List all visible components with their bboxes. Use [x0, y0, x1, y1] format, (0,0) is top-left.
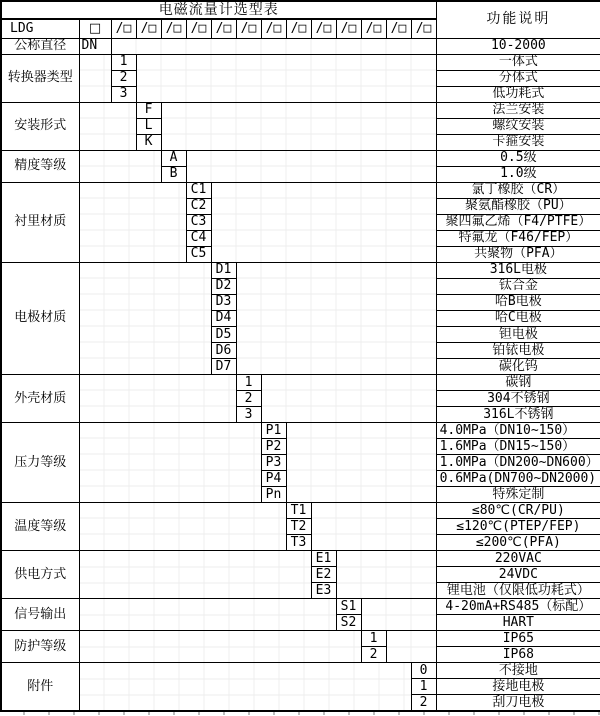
option-desc: 聚四氟乙烯（F4/PTFE） [436, 214, 600, 230]
option-desc: 钽电极 [436, 326, 600, 342]
option-row [1, 102, 600, 118]
option-code: 2 [236, 390, 261, 406]
option-code: C2 [186, 198, 211, 214]
group-label-temperature: 温度等级 [1, 502, 79, 550]
spacer-cell [79, 663, 411, 711]
option-code: P3 [261, 454, 286, 470]
option-code: C4 [186, 230, 211, 246]
option-desc: 接地电极 [436, 679, 600, 695]
spacer-cell [79, 502, 286, 550]
option-code: P2 [261, 438, 286, 454]
spacer-cell [161, 102, 436, 150]
option-code: E3 [311, 583, 336, 599]
spacer-cell [79, 262, 211, 374]
option-code: D5 [211, 326, 236, 342]
option-desc: 螺纹安装 [436, 118, 600, 134]
spacer-cell [79, 631, 361, 663]
spacer-cell [361, 599, 436, 631]
option-desc: 哈C电极 [436, 310, 600, 326]
option-desc: 锂电池（仅限低功耗式） [436, 583, 600, 599]
spacer-cell [79, 102, 136, 150]
option-code: E2 [311, 567, 336, 583]
option-row [1, 182, 600, 198]
page-title: 电磁流量计选型表 [1, 1, 436, 19]
option-desc: 聚氨酯橡胶（PU） [436, 198, 600, 214]
option-code: 2 [111, 70, 136, 86]
diameter-code: DN [79, 38, 111, 54]
option-desc: 220VAC [436, 551, 600, 567]
option-desc: ≤120℃(PTEP/FEP) [436, 519, 600, 535]
spacer-cell [79, 422, 261, 502]
option-desc: 共聚物（PFA） [436, 246, 600, 262]
option-desc: 氯丁橡胶（CR） [436, 182, 600, 198]
group-label-diameter: 公称直径 [1, 38, 79, 54]
option-desc: IP68 [436, 647, 600, 663]
group-label-power-supply: 供电方式 [1, 551, 79, 599]
slot-box-icon-1: /□ [111, 19, 136, 38]
spacer-cell [79, 182, 186, 262]
option-desc: 一体式 [436, 54, 600, 70]
spacer-cell [236, 262, 436, 374]
option-desc: 刮刀电极 [436, 695, 600, 711]
spacer-cell [79, 551, 311, 599]
option-code: A [161, 150, 186, 166]
option-code: T1 [286, 502, 311, 518]
option-row [1, 551, 600, 567]
base-code-box-icon: □ [79, 19, 111, 38]
option-desc: 特殊定制 [436, 486, 600, 502]
option-code: D4 [211, 310, 236, 326]
option-code: 1 [361, 631, 386, 647]
option-desc: 钛合金 [436, 278, 600, 294]
option-code: L [136, 118, 161, 134]
option-desc: 不接地 [436, 663, 600, 679]
option-desc: 316L电极 [436, 262, 600, 278]
function-column-header: 功能说明 [436, 1, 600, 38]
option-desc: 分体式 [436, 70, 600, 86]
spacer-cell [336, 551, 436, 599]
option-desc: 0.6MPa(DN700~DN2000) [436, 470, 600, 486]
option-desc: 法兰安装 [436, 102, 600, 118]
spacer-cell [79, 150, 161, 182]
option-code: C3 [186, 214, 211, 230]
option-code: 3 [111, 86, 136, 102]
option-row [1, 262, 600, 278]
option-row [1, 374, 600, 390]
option-code: 0 [411, 663, 436, 679]
group-label-mounting: 安装形式 [1, 102, 79, 150]
option-code: D1 [211, 262, 236, 278]
option-code: T3 [286, 535, 311, 551]
option-desc: 特氟龙（F46/FEP） [436, 230, 600, 246]
slot-box-icon-9: /□ [311, 19, 336, 38]
option-desc: 4-20mA+RS485（标配） [436, 599, 600, 615]
option-code: D3 [211, 294, 236, 310]
spacer-cell [386, 631, 436, 663]
option-row [1, 422, 600, 438]
option-row [1, 150, 600, 166]
spacer-cell [261, 374, 436, 422]
option-code: D6 [211, 342, 236, 358]
slot-box-icon-6: /□ [236, 19, 261, 38]
model-prefix: LDG [1, 19, 79, 38]
option-code: D2 [211, 278, 236, 294]
option-desc: HART [436, 615, 600, 631]
slot-box-icon-11: /□ [361, 19, 386, 38]
option-desc: ≤80℃(CR/PU) [436, 502, 600, 518]
option-desc: 碳钢 [436, 374, 600, 390]
spacer-cell [136, 54, 436, 102]
slot-box-icon-2: /□ [136, 19, 161, 38]
option-code: E1 [311, 551, 336, 567]
group-label-housing: 外壳材质 [1, 374, 79, 422]
spacer-cell [186, 150, 436, 182]
spacer-cell [79, 599, 336, 631]
option-code: F [136, 102, 161, 118]
option-desc: 1.0级 [436, 166, 600, 182]
slot-box-icon-4: /□ [186, 19, 211, 38]
slot-box-icon-5: /□ [211, 19, 236, 38]
spacer-cell [79, 374, 236, 422]
option-code: K [136, 134, 161, 150]
slot-box-icon-12: /□ [386, 19, 411, 38]
option-desc: 4.0MPa（DN10~150） [436, 422, 600, 438]
option-code: T2 [286, 519, 311, 535]
option-desc: 哈B电极 [436, 294, 600, 310]
option-code: C5 [186, 246, 211, 262]
group-label-signal-output: 信号输出 [1, 599, 79, 631]
option-code: 1 [411, 679, 436, 695]
option-code: P4 [261, 470, 286, 486]
spacer-cell [286, 422, 436, 502]
option-desc: 1.6MPa（DN15~150） [436, 438, 600, 454]
option-row [1, 599, 600, 615]
spreadsheet-gridline-ticks [0, 712, 600, 715]
option-code: 3 [236, 406, 261, 422]
option-desc: 1.0MPa（DN200~DN600） [436, 454, 600, 470]
option-code: 2 [361, 647, 386, 663]
option-desc: 0.5级 [436, 150, 600, 166]
option-code: 2 [411, 695, 436, 711]
option-desc: 24VDC [436, 567, 600, 583]
option-desc: 铂铱电极 [436, 342, 600, 358]
group-label-converter-type: 转换器类型 [1, 54, 79, 102]
group-label-electrode: 电极材质 [1, 262, 79, 374]
group-label-accessories: 附件 [1, 663, 79, 711]
option-row [1, 631, 600, 647]
option-desc: 316L不锈钢 [436, 406, 600, 422]
option-desc: 卡箍安装 [436, 134, 600, 150]
group-label-pressure: 压力等级 [1, 422, 79, 502]
option-code: P1 [261, 422, 286, 438]
option-code: S2 [336, 615, 361, 631]
option-code: 1 [236, 374, 261, 390]
option-code: D7 [211, 358, 236, 374]
spacer-cell [111, 38, 436, 54]
option-code: Pn [261, 486, 286, 502]
option-desc: ≤200℃(PFA) [436, 535, 600, 551]
option-code: 1 [111, 54, 136, 70]
spacer-cell [311, 502, 436, 550]
slot-box-icon-3: /□ [161, 19, 186, 38]
diameter-desc: 10-2000 [436, 38, 600, 54]
diameter-row [1, 38, 600, 54]
slot-box-icon-8: /□ [286, 19, 311, 38]
option-code: B [161, 166, 186, 182]
option-desc: 低功耗式 [436, 86, 600, 102]
slot-box-icon-7: /□ [261, 19, 286, 38]
group-label-liner: 衬里材质 [1, 182, 79, 262]
spacer-cell [79, 54, 111, 102]
option-code: S1 [336, 599, 361, 615]
option-desc: IP65 [436, 631, 600, 647]
slot-box-icon-10: /□ [336, 19, 361, 38]
option-row [1, 663, 600, 679]
option-code: C1 [186, 182, 211, 198]
slot-box-icon-13: /□ [411, 19, 436, 38]
spacer-cell [211, 182, 436, 262]
option-row [1, 502, 600, 518]
title-row [1, 1, 600, 19]
option-desc: 304不锈钢 [436, 390, 600, 406]
option-row [1, 54, 600, 70]
group-label-protection: 防护等级 [1, 631, 79, 663]
option-desc: 碳化钨 [436, 358, 600, 374]
group-label-accuracy: 精度等级 [1, 150, 79, 182]
